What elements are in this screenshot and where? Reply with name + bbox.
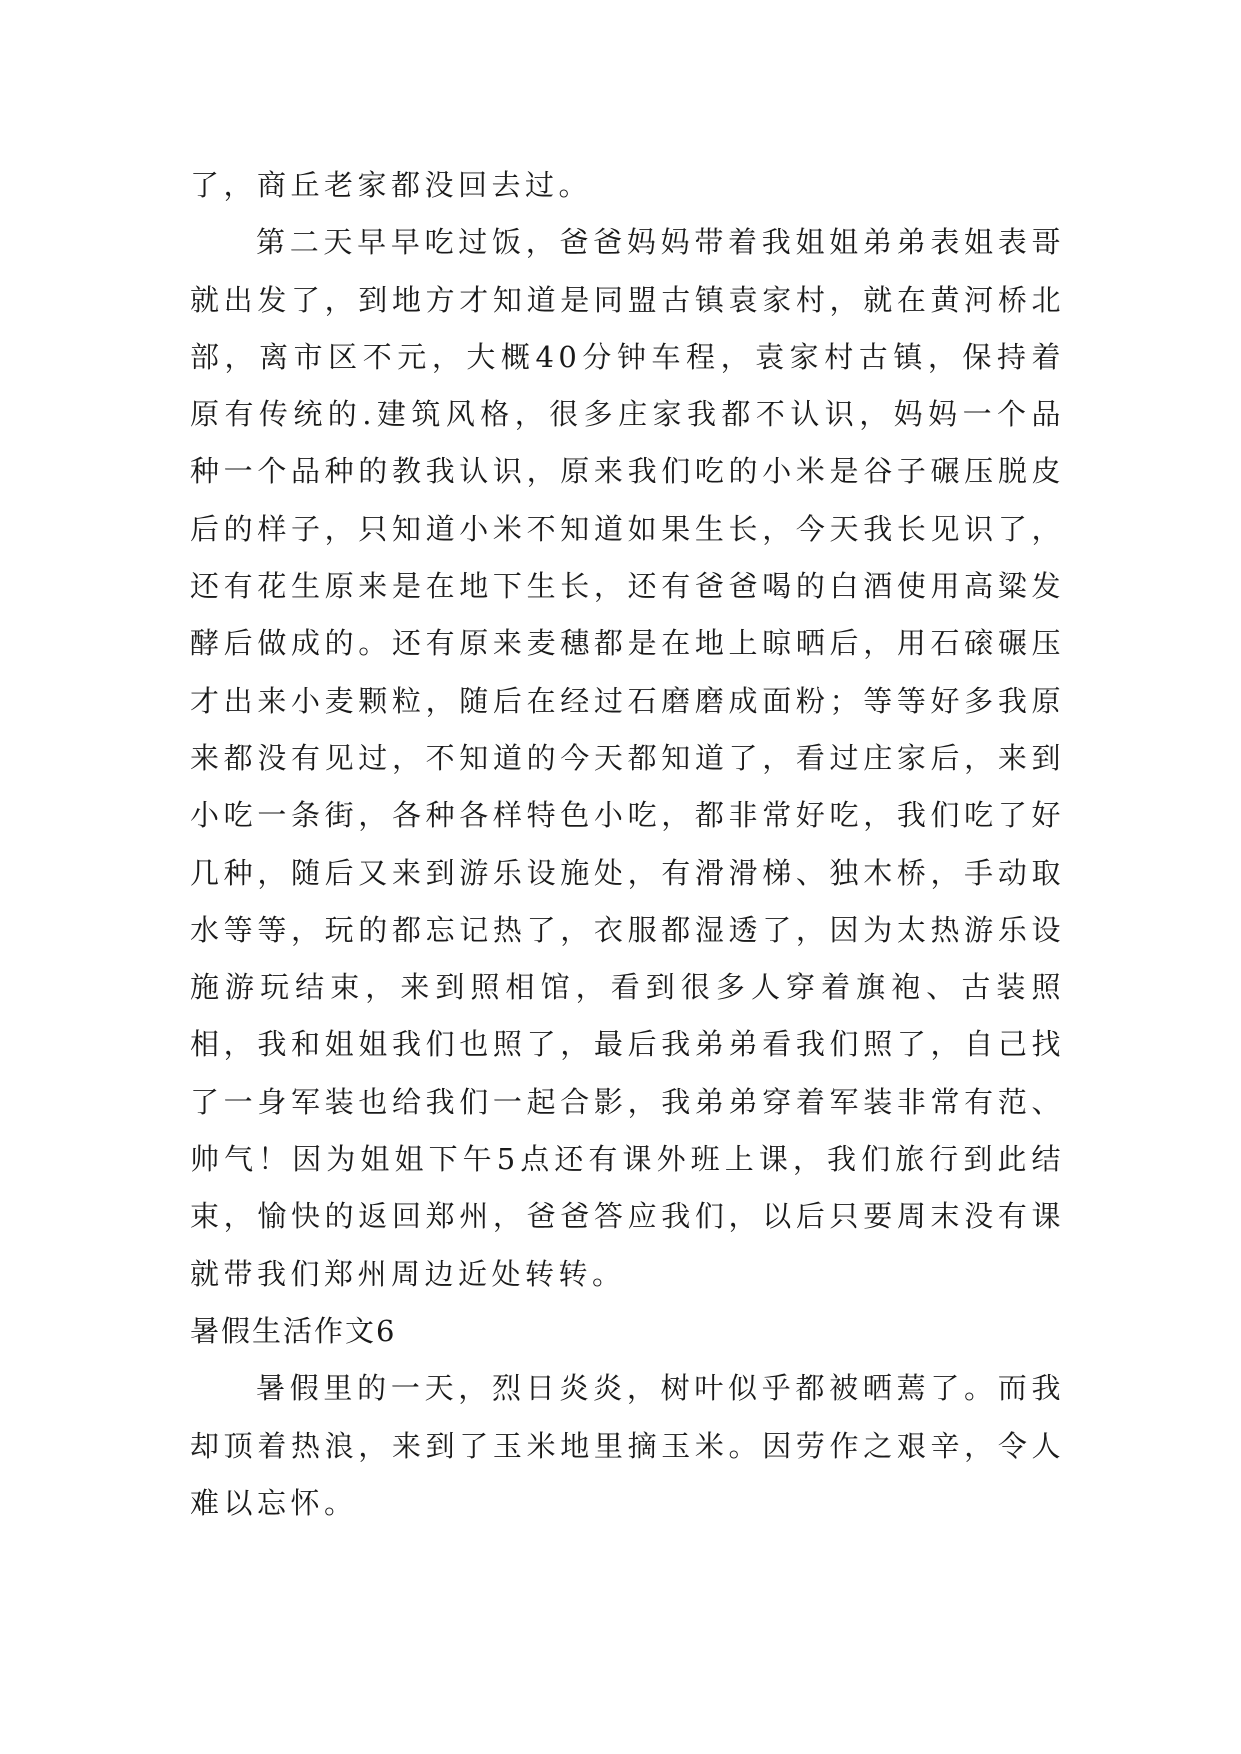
document-body xyxy=(190,157,1065,1532)
paragraph-continuation: 了，商丘老家都没回去过。 xyxy=(190,168,593,202)
paragraph-corn-field: 暑假里的一天，烈日炎炎，树叶似乎都被晒蔫了。而我却顶着热浪，来到了玉米地里摘玉米。因劳作之艰辛，令人难以忘怀。 xyxy=(190,1371,1065,1520)
essay-heading: 暑假生活作文6 xyxy=(190,1313,397,1348)
paragraph-trip: 第二天早早吃过饭，爸爸妈妈带着我姐姐弟弟表姐表哥就出发了，到地方才知道是同盟古镇袁家村，就在黄河桥北部，离市区不元，大概40分钟车程，袁家村古镇，保持着原有传统的.建筑风格，很多庄家我都不认识，妈妈一个品种一个品种的教我认识，原来我们吃的小米是谷子碾压脱皮后的样子，只知道小米不知道如果生长，今天我长见识了，还有花生原来是在地下生长，还有爸爸喝的白酒使用高粱发酵后做成的。还有原来麦穗都是在地上晾晒后，用石磙碾压才出来小麦颗粒，随后在经过石磨磨成面粉；等等好多我原来都没有见过，不知道的今天都知道了，看过庄家后，来到小吃一条街，各种各样特色小吃，都非常好吃，我们吃了好几种，随后又来到游乐设施处，有滑滑梯、独木桥，手动取水等等，玩的都忘记热了，衣服都湿透了，因为太热游乐设施游玩结束，来到照相馆，看到很多人穿着旗袍、古装照相，我和姐姐我们也照了，最后我弟弟看我们照了，自己找了一身军装也给我们一起合影，我弟弟穿着军装非常有范、帅气！因为姐姐下午5点还有课外班上课，我们旅行到此结束，愉快的返回郑州，爸爸答应我们，以后只要周末没有课就带我们郑州周边近处转转。 xyxy=(190,225,1065,1291)
